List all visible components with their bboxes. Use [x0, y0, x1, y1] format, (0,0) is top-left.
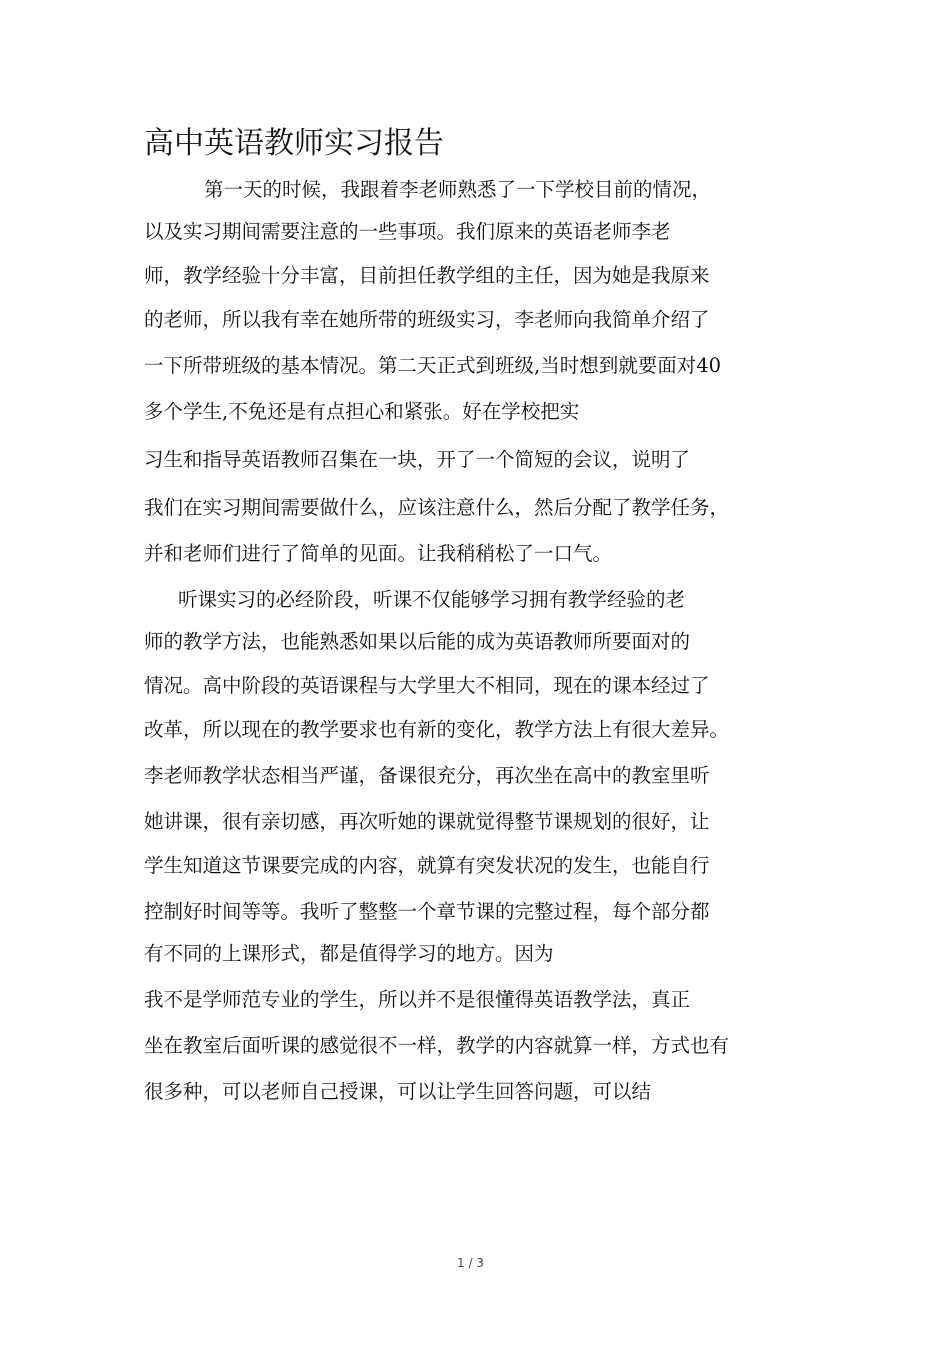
paragraph-2-line-2: 师的教学方法，也能熟悉如果以后能的成为英语教师所要面对的 [144, 630, 691, 653]
paragraph-1-line-4: 的老师，所以我有幸在她所带的班级实习，李老师向我简单介绍了 [144, 308, 710, 331]
paragraph-2-line-8: 控制好时间等等。我听了整整一个章节课的完整过程，每个部分都 [144, 900, 710, 923]
paragraph-2-line-10: 我不是学师范专业的学生，所以并不是很懂得英语教学法，真正 [144, 988, 691, 1011]
paragraph-2-line-11: 坐在教室后面听课的感觉很不一样，教学的内容就算一样，方式也有 [144, 1034, 730, 1057]
paragraph-1-line-5: 一下所带班级的基本情况。第二天正式到班级,当时想到就要面对40 [144, 354, 722, 377]
paragraph-2-line-4: 改革，所以现在的教学要求也有新的变化，教学方法上有很大差异。 [144, 718, 730, 741]
paragraph-1-line-2: 以及实习期间需要注意的一些事项。我们原来的英语老师李老 [144, 220, 671, 243]
paragraph-1-line-6: 多个学生,不免还是有点担心和紧张。好在学校把实 [144, 400, 580, 423]
paragraph-1-line-1: 第一天的时候，我跟着李老师熟悉了一下学校目前的情况， [204, 178, 712, 201]
document-title: 高中英语教师实习报告 [144, 126, 444, 161]
paragraph-2-line-5: 李老师教学状态相当严谨，备课很充分，再次坐在高中的教室里听 [144, 764, 710, 787]
paragraph-2-line-7: 学生知道这节课要完成的内容，就算有突发状况的发生，也能自行 [144, 854, 710, 877]
paragraph-1-line-3: 师，教学经验十分丰富，目前担任教学组的主任，因为她是我原来 [144, 264, 710, 287]
paragraph-2-line-1: 听课实习的必经阶段，听课不仅能够学习拥有教学经验的老 [178, 588, 686, 611]
paragraph-1-line-8: 我们在实习期间需要做什么，应该注意什么，然后分配了教学任务， [144, 496, 730, 519]
paragraph-2-line-6: 她讲课，很有亲切感，再次听她的课就觉得整节课规划的很好，让 [144, 810, 710, 833]
paragraph-2-line-3: 情况。高中阶段的英语课程与大学里大不相同，现在的课本经过了 [144, 674, 710, 697]
paragraph-2-line-9: 有不同的上课形式，都是值得学习的地方。因为 [144, 942, 554, 965]
paragraph-1-line-9: 并和老师们进行了简单的见面。让我稍稍松了一口气。 [144, 542, 613, 565]
page-number: 1 / 3 [457, 1256, 484, 1270]
paragraph-2-line-12: 很多种，可以老师自己授课，可以让学生回答问题，可以结 [144, 1080, 652, 1103]
paragraph-1-line-7: 习生和指导英语教师召集在一块，开了一个简短的会议，说明了 [144, 448, 691, 471]
